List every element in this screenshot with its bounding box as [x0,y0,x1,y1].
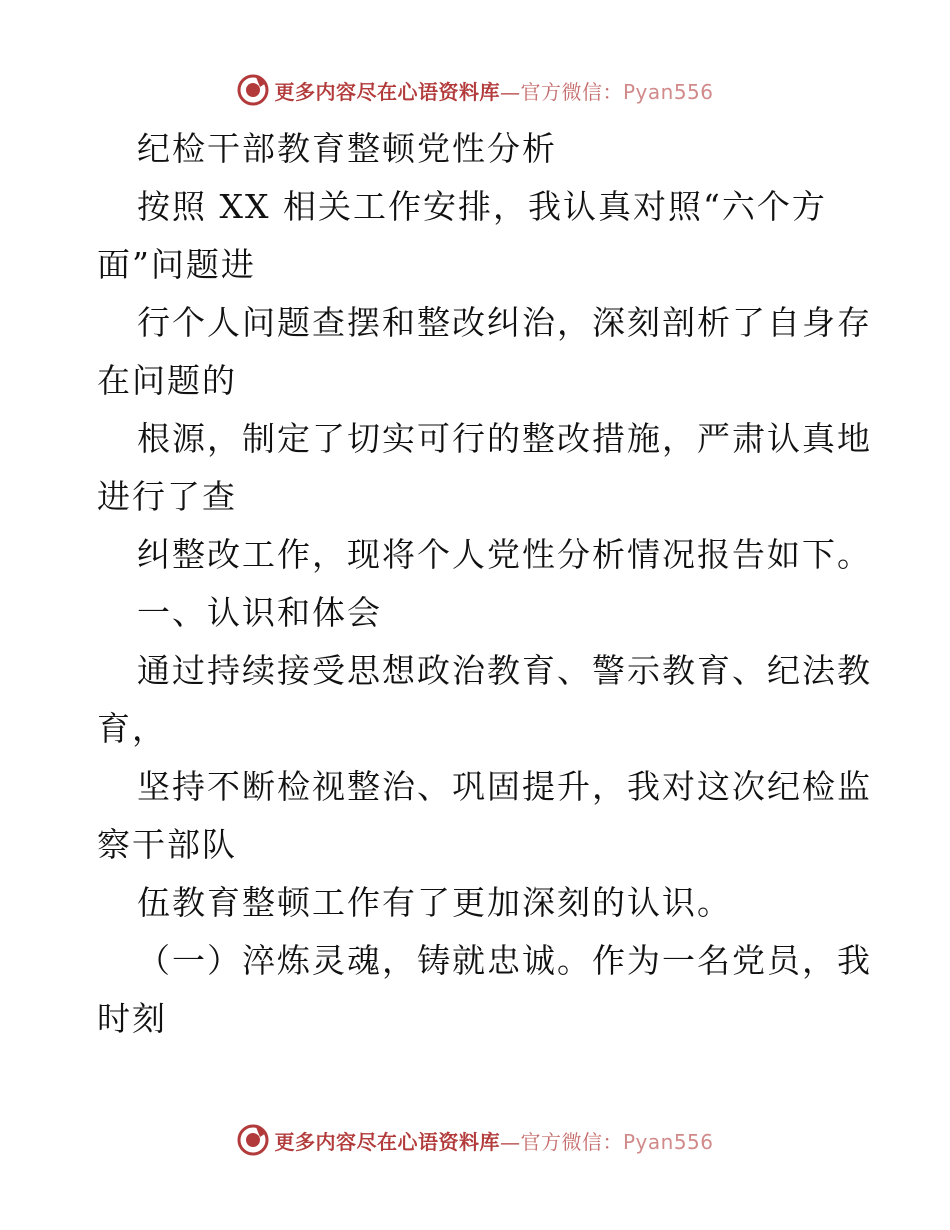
footer-banner [0,1120,950,1160]
paragraph-line: 进行了查 [97,477,237,516]
paragraph-line: 根源，制定了切实可行的整改措施，严肃认真地 [137,419,872,458]
seal-logo-icon [236,73,270,107]
paragraph-line: 察干部队 [97,825,237,864]
paragraph-line: 时刻 [97,999,167,1038]
seal-logo-icon [236,1123,270,1157]
document-body [97,120,872,1048]
paragraph-line: 面”问题进 [97,245,256,284]
paragraph-line: 育， [97,709,167,748]
doc-title: 纪检干部教育整顿党性分析 [137,129,557,168]
paragraph-line: 伍教育整顿工作有了更加深刻的认识。 [137,883,732,922]
header-banner [0,70,950,110]
section-heading: 一、认识和体会 [137,593,382,632]
paragraph-line: 按照 XX 相关工作安排，我认真对照“六个方 [137,187,827,226]
subsection-line: （一）淬炼灵魂，铸就忠诚。作为一名党员，我 [137,941,872,980]
banner-text: 更多内容尽在心语资料库—官方微信：Pyan556 [274,79,714,104]
banner-text: 更多内容尽在心语资料库—官方微信：Pyan556 [274,1129,714,1154]
paragraph-line: 坚持不断检视整治、巩固提升，我对这次纪检监 [137,767,872,806]
paragraph-line: 纠整改工作，现将个人党性分析情况报告如下。 [137,535,872,574]
paragraph-line: 在问题的 [97,361,237,400]
paragraph-line: 行个人问题查摆和整改纠治，深刻剖析了自身存 [137,303,872,342]
paragraph-line: 通过持续接受思想政治教育、警示教育、纪法教 [137,651,872,690]
